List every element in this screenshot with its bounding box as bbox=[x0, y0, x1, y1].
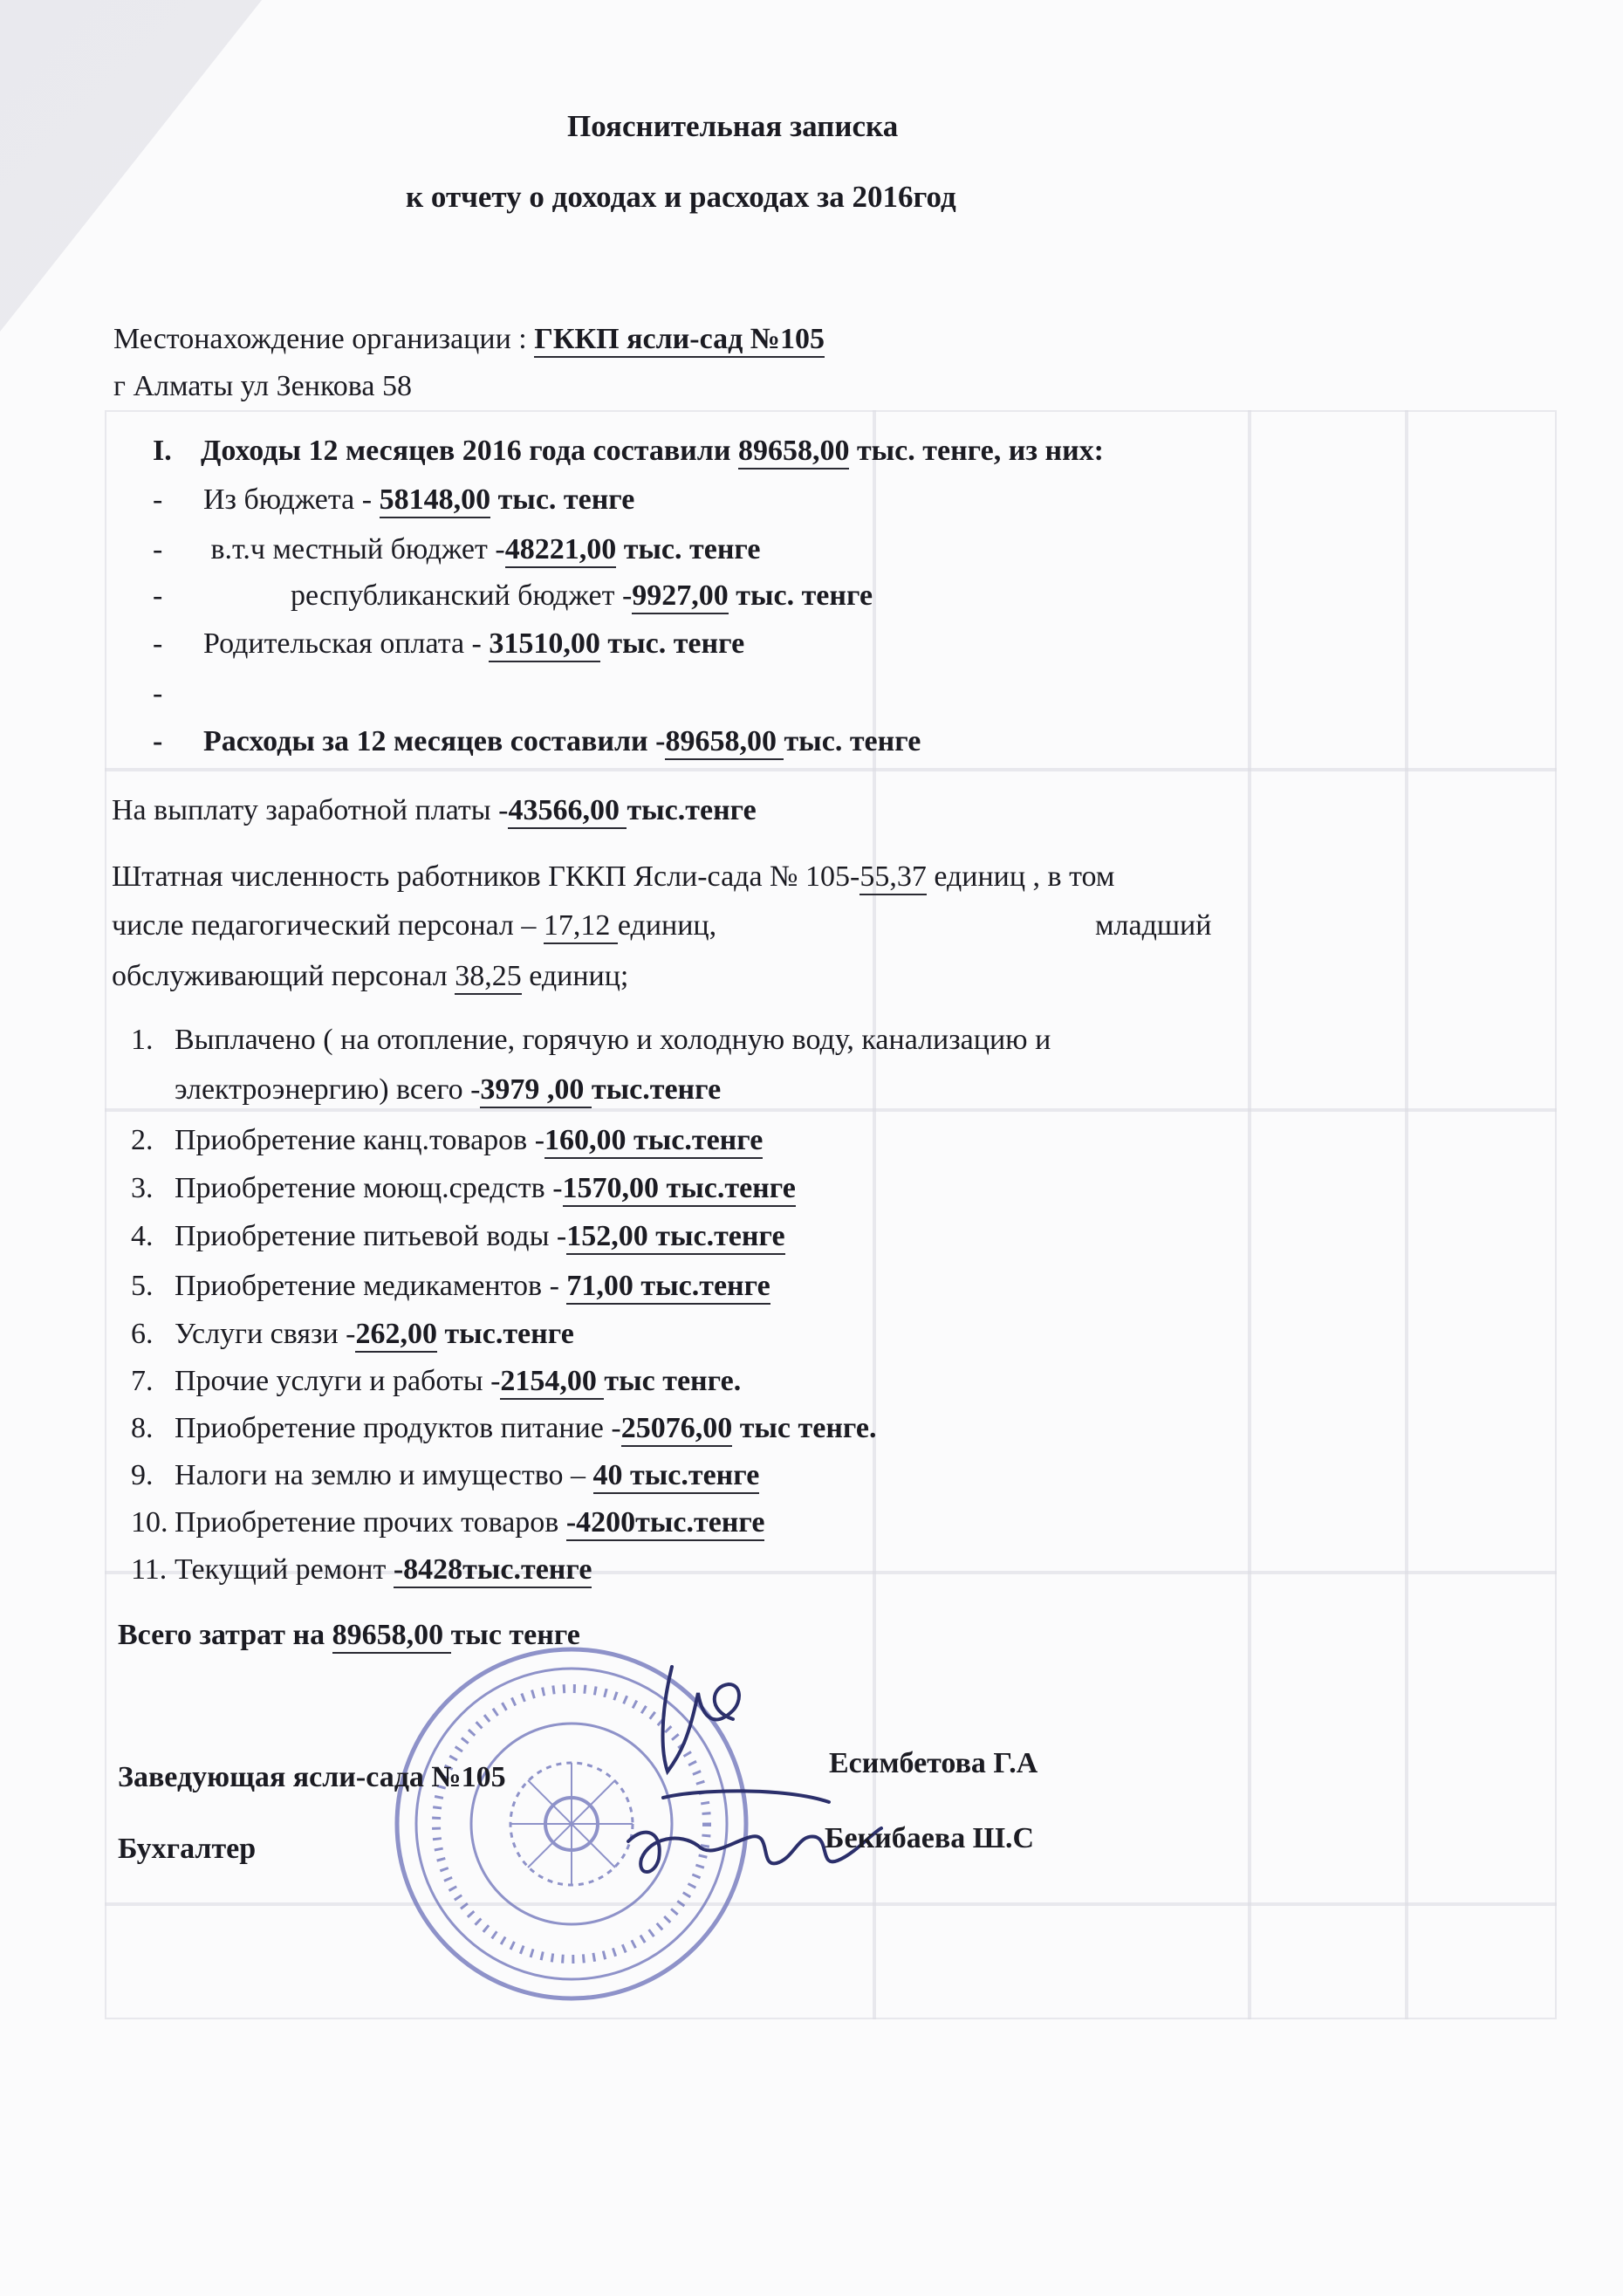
income-tail: тыс. тенге, из них: bbox=[849, 435, 1104, 467]
spending-item bbox=[131, 1271, 770, 1301]
dash: - bbox=[153, 533, 163, 565]
item-number: 4. bbox=[131, 1220, 154, 1252]
item-amount: 262,00 bbox=[355, 1318, 437, 1353]
spending-item bbox=[131, 1508, 764, 1538]
income-item-amount: 48221,00 bbox=[505, 533, 617, 568]
staff-ped-tail: единиц, bbox=[617, 909, 717, 942]
item-amount: 3979 ,00 bbox=[480, 1073, 592, 1108]
staff-label: Штатная численность работников ГККП Ясли-сада № 105- bbox=[112, 860, 860, 893]
staff-ped-label: числе педагогический персонал – bbox=[112, 909, 544, 942]
spending-item bbox=[131, 1174, 796, 1203]
total-amount: 89658,00 bbox=[332, 1619, 451, 1654]
item-number: 5. bbox=[131, 1270, 154, 1302]
income-total: 89658,00 bbox=[738, 435, 850, 469]
salary-unit: тыс.тенге bbox=[627, 794, 757, 826]
dash: - bbox=[153, 627, 163, 660]
location-label: Местонахождение организации : bbox=[113, 323, 535, 355]
bleed-through-rule bbox=[105, 1108, 1557, 1112]
spending-item bbox=[131, 1126, 763, 1155]
item-text: Приобретение моющ.средств - bbox=[175, 1172, 563, 1204]
income-item-label: республиканский бюджет - bbox=[291, 579, 633, 612]
spending-item bbox=[131, 1222, 785, 1251]
item-amount: -8428тыс.тенге bbox=[394, 1553, 592, 1588]
item-text: электроэнергию) всего - bbox=[175, 1073, 481, 1106]
staff-line-3 bbox=[112, 962, 628, 991]
staff-line-2 bbox=[112, 911, 716, 941]
income-item-label: Родительская оплата - bbox=[203, 627, 490, 660]
doc-title: Пояснительная записка bbox=[567, 109, 899, 143]
item-text: Прочие услуги и работы - bbox=[175, 1365, 501, 1397]
item-unit: тыс.тенге bbox=[436, 1318, 574, 1350]
total-unit: тыс тенге bbox=[450, 1619, 580, 1651]
item-amount: 40 тыс.тенге bbox=[593, 1459, 760, 1494]
income-item-label: в.т.ч местный бюджет - bbox=[203, 533, 505, 565]
signature-name-accountant: Бекибаева Ш.С bbox=[825, 1822, 1035, 1854]
item-text: Услуги связи - bbox=[175, 1318, 356, 1350]
item-number: 9. bbox=[131, 1459, 154, 1491]
bleed-through-rule bbox=[1248, 410, 1251, 2019]
item-number: 8. bbox=[131, 1412, 154, 1444]
spending-item bbox=[131, 1414, 877, 1443]
item-unit: тыс.тенге bbox=[591, 1073, 722, 1106]
income-item bbox=[153, 535, 761, 565]
roman-numeral: I. bbox=[153, 435, 172, 467]
item-amount: 71,00 тыс.тенге bbox=[566, 1270, 770, 1305]
bleed-through-rule bbox=[105, 768, 1557, 771]
item-text: Выплачено ( на отопление, горячую и холодную воду, канализацию и bbox=[175, 1024, 1051, 1056]
staff-total: 55,37 bbox=[859, 860, 927, 895]
item-number: 2. bbox=[131, 1124, 154, 1156]
spending-item bbox=[131, 1367, 741, 1396]
item-text: Приобретение медикаментов - bbox=[175, 1270, 567, 1302]
staff-tail: единиц , в том bbox=[926, 860, 1115, 893]
item-amount: 25076,00 bbox=[621, 1412, 733, 1447]
expenses-label: Расходы за 12 месяцев составили - bbox=[203, 725, 666, 757]
item-text: Налоги на землю и имущество – bbox=[175, 1459, 593, 1491]
dash: - bbox=[153, 483, 163, 516]
dash: - bbox=[153, 725, 163, 757]
income-text: Доходы 12 месяцев 2016 года составили bbox=[201, 435, 738, 467]
bleed-through-rule bbox=[1405, 410, 1408, 2019]
spending-item bbox=[131, 1025, 1051, 1055]
staff-service-tail: единиц; bbox=[521, 960, 629, 992]
address: г Алматы ул Зенкова 58 bbox=[113, 370, 412, 402]
income-heading bbox=[153, 436, 1104, 466]
staff-ped-units: 17,12 bbox=[544, 909, 618, 944]
item-text: Приобретение прочих товаров bbox=[175, 1506, 566, 1539]
expenses-unit: тыс. тенге bbox=[784, 725, 921, 757]
signature-role-accountant: Бухгалтер bbox=[118, 1833, 257, 1865]
item-amount: 2154,00 bbox=[500, 1365, 604, 1400]
item-text: Приобретение питьевой воды - bbox=[175, 1220, 567, 1252]
item-amount: 1570,00 тыс.тенге bbox=[563, 1172, 796, 1207]
item-number: 11. bbox=[131, 1553, 168, 1586]
income-item-label: Из бюджета - bbox=[203, 483, 380, 516]
income-item bbox=[153, 629, 744, 659]
spending-item bbox=[131, 1555, 592, 1585]
location-line bbox=[113, 325, 825, 354]
item-number: 1. bbox=[131, 1024, 154, 1056]
income-item bbox=[153, 581, 873, 611]
item-number: 7. bbox=[131, 1365, 154, 1397]
income-item-amount: 58148,00 bbox=[380, 483, 491, 518]
salary-amount: 43566,00 bbox=[508, 794, 627, 829]
income-item-unit: тыс. тенге bbox=[599, 627, 745, 660]
item-text: Приобретение продуктов питание - bbox=[175, 1412, 621, 1444]
item-amount: 160,00 тыс.тенге bbox=[544, 1124, 763, 1159]
expenses-amount: 89658,00 bbox=[665, 725, 784, 760]
item-text: Приобретение канц.товаров - bbox=[175, 1124, 545, 1156]
handwritten-signature bbox=[611, 1658, 899, 1920]
item-unit: тыс тенге. bbox=[732, 1412, 877, 1444]
item-unit: тыс тенге. bbox=[604, 1365, 742, 1397]
spending-item bbox=[131, 1461, 759, 1491]
income-item-amount: 31510,00 bbox=[489, 627, 600, 662]
staff-line-1 bbox=[112, 862, 1114, 892]
staff-service-label: обслуживающий персонал bbox=[112, 960, 455, 992]
item-amount: -4200тыс.тенге bbox=[566, 1506, 765, 1541]
item-number: 3. bbox=[131, 1172, 154, 1204]
income-item-amount: 9927,00 bbox=[632, 579, 729, 614]
income-item-unit: тыс. тенге bbox=[728, 579, 873, 612]
item-number: 10. bbox=[131, 1506, 168, 1539]
item-amount: 152,00 тыс.тенге bbox=[566, 1220, 784, 1255]
income-item-unit: тыс. тенге bbox=[490, 483, 635, 516]
expenses-line bbox=[153, 727, 921, 757]
staff-service-units: 38,25 bbox=[455, 960, 522, 995]
total-label: Всего затрат на bbox=[118, 1619, 332, 1651]
salary-label: На выплату заработной платы - bbox=[112, 794, 509, 826]
income-item-unit: тыс. тенге bbox=[616, 533, 761, 565]
staff-junior: младший bbox=[1095, 909, 1212, 942]
dash: - bbox=[153, 677, 163, 709]
signature-name-head: Есимбетова Г.А bbox=[829, 1747, 1038, 1779]
item-number: 6. bbox=[131, 1318, 154, 1350]
dash: - bbox=[153, 579, 163, 612]
org-name: ГККП ясли-сад №105 bbox=[534, 323, 825, 358]
income-item bbox=[153, 485, 634, 515]
item-text: Текущий ремонт bbox=[175, 1553, 394, 1586]
doc-subtitle: к отчету о доходах и расходах за 2016год bbox=[406, 180, 956, 214]
salary-line bbox=[112, 796, 757, 826]
spending-item-cont bbox=[175, 1075, 721, 1105]
spending-item bbox=[131, 1319, 574, 1349]
signature-role-head: Заведующая ясли-сада №105 bbox=[118, 1761, 506, 1793]
